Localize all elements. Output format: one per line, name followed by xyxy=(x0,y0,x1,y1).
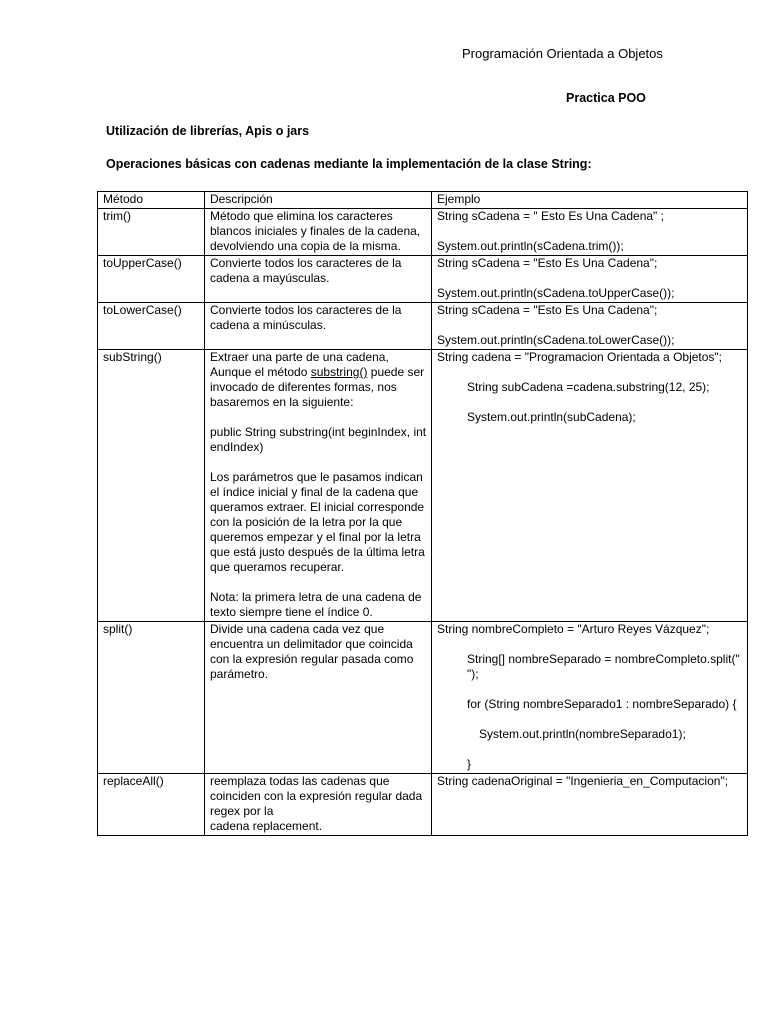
description-cell xyxy=(205,774,432,836)
example-cell xyxy=(432,774,748,836)
example-line: } xyxy=(467,757,472,771)
course-header: Programación Orientada a Objetos xyxy=(462,46,663,61)
substring-link[interactable]: substring() xyxy=(310,365,368,379)
example-line: String[] nombreSeparado = nombreCompleto.split(" "); xyxy=(467,652,740,681)
description-line: reemplaza todas las cadenas que coinciden con la expresión regular dada regex por la xyxy=(210,774,423,818)
table-row xyxy=(98,774,748,836)
table-row xyxy=(98,303,748,350)
method-cell: trim() xyxy=(98,209,205,256)
example-cell xyxy=(432,350,748,622)
description-paragraph: Los parámetros que le pasamos indican el índice inicial y final de la cadena que queramos extraer. El inicial corresponde con la posición de la letra por la que queremos empezar y el final por la letra que está justo después de la última letra que queramos recuperar. xyxy=(210,470,425,574)
table-row xyxy=(98,256,748,303)
example-line: System.out.println(sCadena.trim()); xyxy=(437,239,624,253)
example-line: String subCadena =cadena.substring(12, 25); xyxy=(467,380,710,394)
example-line: String cadena = "Programacion Orientada a Objetos"; xyxy=(437,350,723,364)
description-text: Extraer una parte de una cadena, Aunque el método xyxy=(210,350,389,379)
example-line: String sCadena = "Esto Es Una Cadena"; xyxy=(437,256,658,270)
method-cell: split() xyxy=(98,622,205,774)
example-line: String nombreCompleto = "Arturo Reyes Vázquez"; xyxy=(437,622,710,636)
topic-heading: Utilización de librerías, Apis o jars xyxy=(106,124,310,138)
example-line: for (String nombreSeparado1 : nombreSeparado) { xyxy=(467,697,737,711)
example-line: String sCadena = " Esto Es Una Cadena" ; xyxy=(437,209,664,223)
methods-table xyxy=(97,191,748,836)
table-row xyxy=(98,350,748,622)
example-line: System.out.println(subCadena); xyxy=(467,410,636,424)
description-cell: Método que elimina los caracteres blancos iniciales y finales de la cadena, devolviendo una copia de la misma. xyxy=(205,209,432,256)
method-cell: toLowerCase() xyxy=(98,303,205,350)
table-row xyxy=(98,622,748,774)
description-text: puede ser invocado de diferentes formas, nos basaremos en la siguiente: xyxy=(210,365,425,409)
example-line: System.out.println(sCadena.toLowerCase()); xyxy=(437,333,675,347)
column-header-description: Descripción xyxy=(205,192,432,209)
practice-title: Practica POO xyxy=(566,91,646,105)
example-cell xyxy=(432,622,748,774)
column-header-method: Método xyxy=(98,192,205,209)
example-cell xyxy=(432,209,748,256)
table-header-row xyxy=(98,192,748,209)
method-cell: replaceAll() xyxy=(98,774,205,836)
table-row xyxy=(98,209,748,256)
description-cell: Convierte todos los caracteres de la cadena a minúsculas. xyxy=(205,303,432,350)
description-cell: Divide una cadena cada vez que encuentra un delimitador que coincida con la expresión regular pasada como parámetro. xyxy=(205,622,432,774)
example-line: System.out.println(nombreSeparado1); xyxy=(479,727,686,741)
method-cell: toUpperCase() xyxy=(98,256,205,303)
example-line: String cadenaOriginal = "Ingenieria_en_Computacion"; xyxy=(437,774,729,788)
method-cell: subString() xyxy=(98,350,205,622)
description-paragraph: Nota: la primera letra de una cadena de texto siempre tiene el índice 0. xyxy=(210,590,422,619)
column-header-example: Ejemplo xyxy=(432,192,748,209)
description-line: cadena replacement. xyxy=(210,819,323,833)
description-cell: Convierte todos los caracteres de la cadena a mayúsculas. xyxy=(205,256,432,303)
example-line: String sCadena = "Esto Es Una Cadena"; xyxy=(437,303,658,317)
description-paragraph xyxy=(210,350,427,410)
example-cell xyxy=(432,303,748,350)
subtitle-heading: Operaciones básicas con cadenas mediante la implementación de la clase String: xyxy=(106,157,592,171)
example-line: System.out.println(sCadena.toUpperCase()); xyxy=(437,286,675,300)
example-cell xyxy=(432,256,748,303)
description-cell xyxy=(205,350,432,622)
description-paragraph: public String substring(int beginIndex, int endIndex) xyxy=(210,425,427,454)
